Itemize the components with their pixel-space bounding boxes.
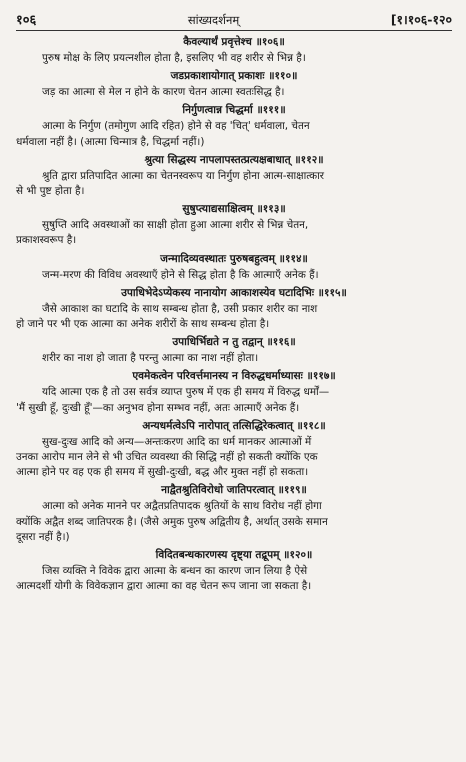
sutra-heading: सुषुप्त्याद्यसाक्षित्वम् ॥११३॥ [182,203,286,216]
commentary-line: जिस व्यक्ति ने विवेक द्वारा आत्मा के बन्धन का कारण जान लिया है ऐसे [42,565,308,578]
page-number: १०६ [16,13,37,28]
commentary-line: उनका आरोप मान लेने से भी उचित व्यवस्था की सिद्धि नहीं हो सकती क्योंकि एक [16,451,318,464]
commentary-paragraph [16,564,452,594]
commentary-line: आत्मा के निर्गुण (तमोगुण आदि रहित) होने से वह 'चित्' धर्मवाला, चेतन [42,120,310,133]
header-title: सांख्यदर्शनम् [187,13,240,27]
commentary-paragraph [16,51,452,66]
commentary-line: प्रकाशस्वरूप है। [16,234,77,247]
running-header [16,10,452,31]
commentary-line: श्रुति द्वारा प्रतिपादित आत्मा का चेतनस्वरूप या निर्गुण होना आत्म-साक्षात्कार [42,169,325,182]
commentary-line: आत्मा होने पर वह एक ही समय में सुखी-दुःखी, बद्ध और मुक्त नहीं हो सकता। [16,466,309,479]
commentary-line: 'मैं सुखी हूँ, दुःखी हूँ'—का अनुभव होना सम्भव नहीं, अतः आत्माएँ अनेक हैं। [16,401,300,414]
commentary-line: क्योंकि अद्वैत शब्द जातिपरक है। (जैसे अमुक पुरुष अद्वितीय है, अर्थात् उसके समान [16,515,328,528]
sutra-heading: नाद्वैतश्रुतिविरोधो जातिपरत्वात् ॥११९॥ [161,484,307,497]
sutra-range: [१।१०६-१२० [390,12,452,27]
page-body [16,35,452,594]
commentary-line: सुषुप्ति आदि अवस्थाओं का साक्षी होता हुआ आत्मा शरीर से भिन्न चेतन, [42,219,309,232]
commentary-paragraph [16,351,452,366]
commentary-line: से भी पुष्ट होता है। [16,185,85,198]
commentary-paragraph [16,435,452,481]
commentary-line: धर्मवाला नहीं है। (आत्मा चिन्मात्र है, चिद्धर्मा नहीं।) [16,135,205,148]
commentary-paragraph [16,85,452,100]
commentary-paragraph [16,385,452,415]
commentary-line: हो जाने पर भी एक आत्मा का अनेक शरीरों के साथ सम्बन्ध होता है। [16,318,270,331]
commentary-line: आत्मा को अनेक मानने पर अद्वैतप्रतिपादक श्रुतियों के साथ विरोध नहीं होगा [42,500,322,513]
sutra-heading: उपाधिर्भिद्यते न तु तद्वान् ॥११६॥ [172,336,296,349]
commentary-paragraph [16,169,452,199]
commentary-paragraph [16,218,452,248]
commentary-paragraph [16,499,452,545]
commentary-line: पुरुष मोक्ष के लिए प्रयत्नशील होता है, इसलिए भी वह शरीर से भिन्न है। [42,52,306,64]
commentary-line: यदि आत्मा एक है तो उस सर्वत्र व्याप्त पुरुष में एक ही समय में विरुद्ध धर्मों— [42,386,330,399]
commentary-paragraph [16,302,452,332]
sutra-heading: उपाधिभेदेऽप्येकस्य नानायोग आकाशस्येव घटादिभिः ॥११५॥ [121,286,347,299]
commentary-line: शरीर का नाश हो जाता है परन्तु आत्मा का नाश नहीं होता। [42,352,259,365]
commentary-line: जन्म-मरण की विविध अवस्थाएँ होने से सिद्ध होता है कि आत्माएँ अनेक हैं। [42,268,319,281]
commentary-line: सुख-दुःख आदि को अन्य—अन्तःकरण आदि का धर्म मानकर आत्माओं में [42,435,312,448]
commentary-line: जड़ का आत्मा से मेल न होने के कारण चेतन आत्मा स्वतःसिद्ध है। [42,86,285,99]
sutra-heading: अन्यधर्मत्वेऽपि नारोपात् तत्सिद्धिरेकत्वात् ॥११८॥ [142,419,326,432]
commentary-line: दूसरा नहीं है।) [16,530,70,543]
sutra-heading: श्रुत्या सिद्धस्य नापलापस्तत्प्रत्यक्षबाधात् ॥११२॥ [144,153,324,166]
sutra-heading: विदितबन्धकारणस्य दृष्ट्या तद्रूपम् ॥१२०॥ [155,549,313,562]
sutra-heading: एवमेकत्वेन परिवर्त्तमानस्य न विरुद्धधर्माध्यासः ॥११७॥ [132,370,336,383]
sutra-heading: कैवल्यार्थं प्रवृत्तेश्च ॥१०६॥ [183,36,285,48]
commentary-line: आत्मदर्शी योगी के विवेकज्ञान द्वारा आत्मा का वह चेतन रूप जाना जा सकता है। [16,580,312,593]
commentary-line: जैसे आकाश का घटादि के साथ सम्बन्ध होता है, उसी प्रकार शरीर का नाश [42,302,318,315]
commentary-paragraph [16,268,452,283]
commentary-paragraph [16,119,452,149]
sutra-heading: जन्मादिव्यवस्थातः पुरुषबहुत्वम् ॥११४॥ [160,252,308,265]
sutra-heading: जडप्रकाशायोगात् प्रकाशः ॥११०॥ [170,70,298,83]
sutra-heading: निर्गुणत्वान्न चिद्धर्मा ॥१११॥ [182,104,286,117]
